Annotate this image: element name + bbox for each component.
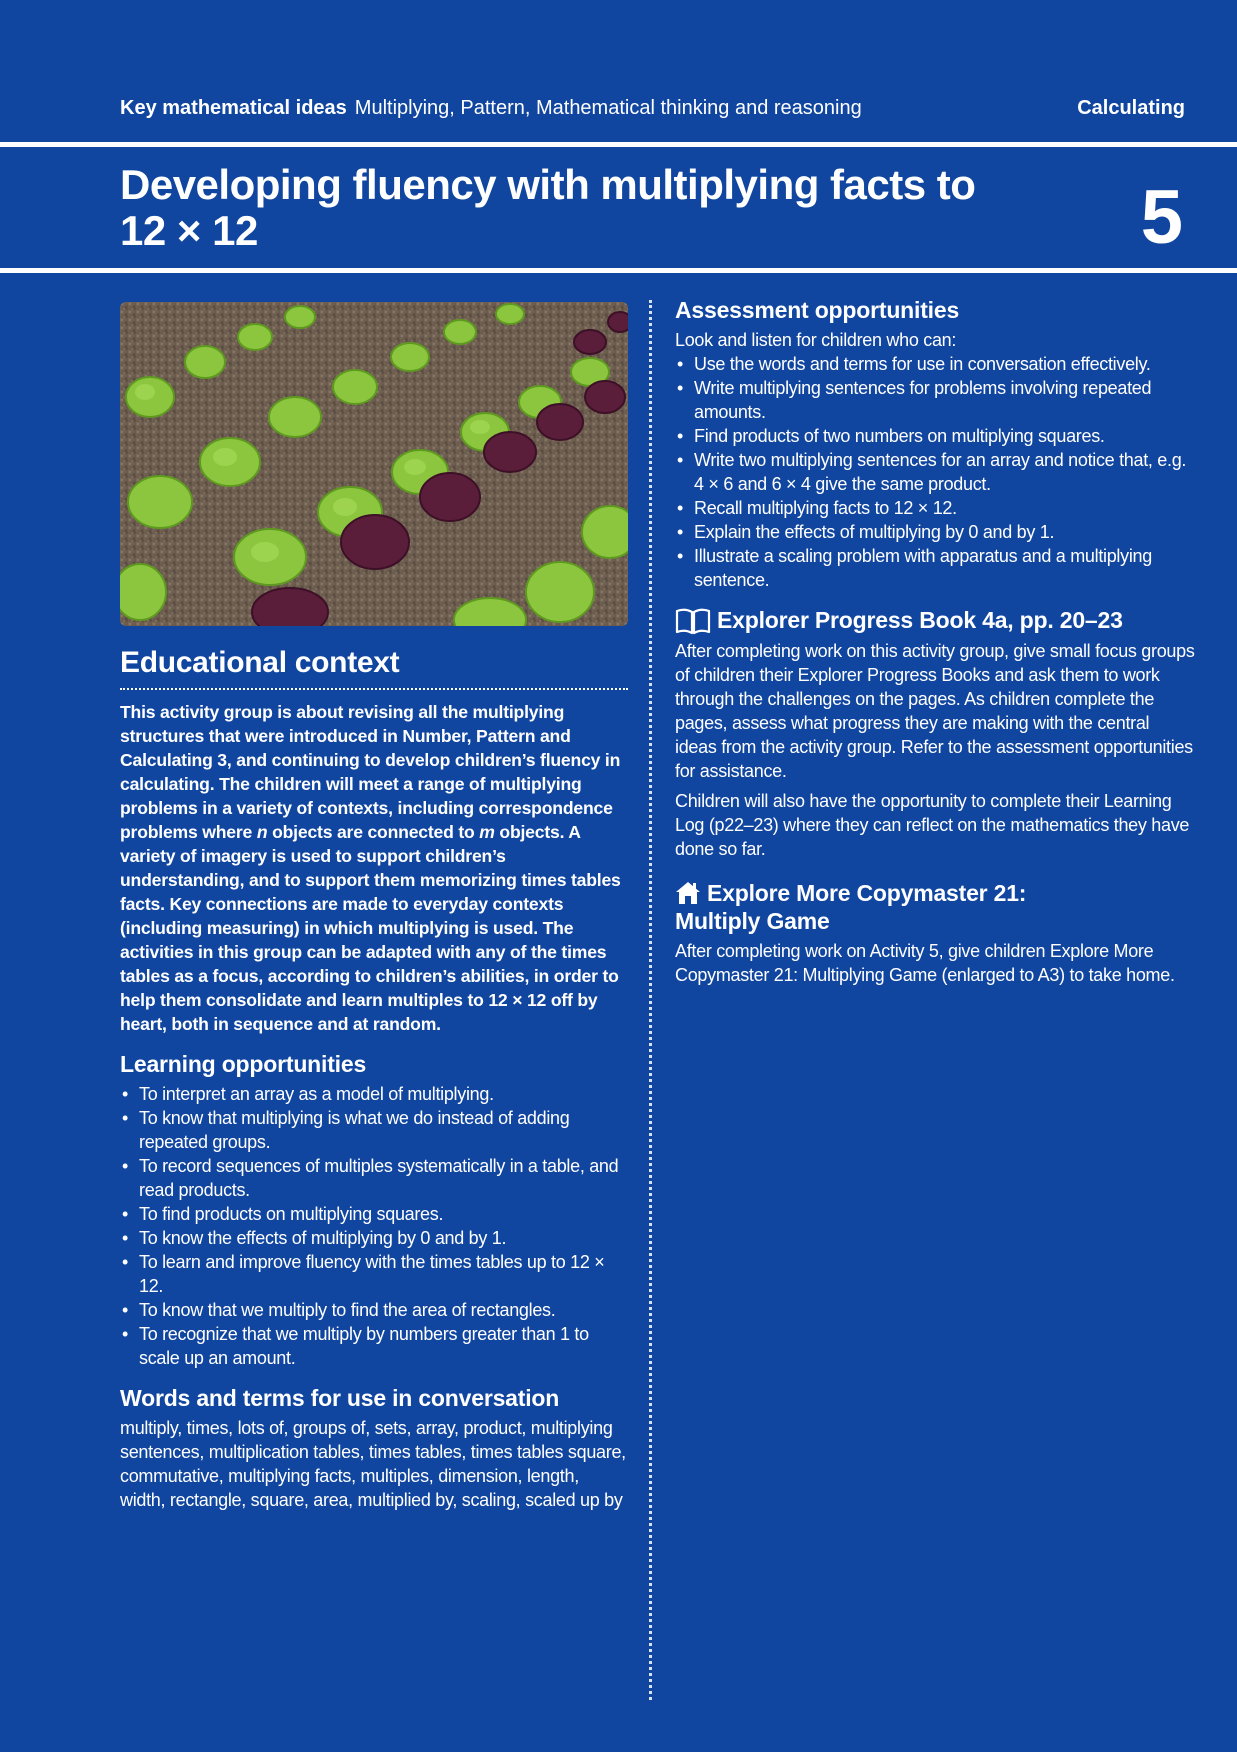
page-title-line-2: 12 × 12 bbox=[120, 207, 258, 254]
explorer-progress-paragraph-2: Children will also have the opportunity to complete their Learning Log (p22–23) where they can reflect on the mathematics they have done so far. bbox=[675, 791, 1190, 859]
page-title-line-1: Developing fluency with multiplying facts to bbox=[120, 161, 976, 208]
context-part-2: objects are connected to bbox=[267, 822, 480, 842]
list-item: • To recognize that we multiply by numbers greater than 1 to scale up an amount. bbox=[120, 1322, 628, 1370]
explore-more-text: After completing work on Activity 5, give children Explore More Copymaster 21: Multiplying Game (enlarged to A3) to take home. bbox=[675, 941, 1175, 985]
right-column bbox=[675, 296, 1195, 987]
explorer-progress-paragraph-1: After completing work on this activity group, give small focus groups of children their Explorer Progress Books and ask them to work through the challenges on the pages. As children complete the pages, assess what progress they are making with the central ideas from the activity group. Refer to the assessment opportunities for assistance. bbox=[675, 641, 1195, 781]
explore-more-heading-line-2: Multiply Game bbox=[675, 908, 830, 934]
header-rule-bottom bbox=[0, 268, 1237, 273]
activity-number: 5 bbox=[1140, 175, 1183, 260]
words-terms-text: multiply, times, lots of, groups of, sets, array, product, multiplying sentences, multiplication tables, times tables, times tables square, commutative, multiplying facts, multiples, dimension, length, width, rectangle, square, area, multiplied by, scaling, scaled up by bbox=[120, 1418, 626, 1510]
explore-more-heading-line-1-wrap bbox=[675, 879, 1195, 907]
educational-context-heading: Educational context bbox=[120, 646, 628, 690]
key-ideas-text: Multiplying, Pattern, Mathematical thinking and reasoning bbox=[354, 97, 862, 119]
list-item: • To learn and improve fluency with the times tables up to 12 × 12. bbox=[120, 1250, 628, 1298]
page-title bbox=[120, 162, 1000, 254]
key-ideas-label: Key mathematical ideas bbox=[120, 97, 347, 119]
context-part-1: This activity group is about revising all the multiplying structures that were introduced in Number, Pattern and Calculating 3, and continuing to develop children’s fluency in calculating. The children will meet a range of multiplying problems in a variety of contexts, including correspondence problems where bbox=[120, 702, 621, 842]
list-item: • To find products on multiplying squares. bbox=[120, 1202, 628, 1226]
list-item: • Write two multiplying sentences for an array and notice that, e.g. 4 × 6 and 6 × 4 give the same product. bbox=[675, 448, 1195, 496]
context-variable-m: m bbox=[479, 822, 495, 842]
key-ideas bbox=[120, 96, 862, 120]
list-item: • Explain the effects of multiplying by 0 and by 1. bbox=[675, 520, 1195, 544]
assessment-heading: Assessment opportunities bbox=[675, 297, 960, 323]
section-label: Calculating bbox=[1077, 97, 1185, 119]
context-variable-n: n bbox=[256, 822, 268, 842]
left-column bbox=[120, 302, 628, 1512]
explore-more-heading-line-1: Explore More Copymaster 21: bbox=[707, 880, 1027, 906]
list-item: • To know that multiplying is what we do instead of adding repeated groups. bbox=[120, 1106, 628, 1154]
explorer-progress-title: Explorer Progress Book 4a, pp. 20–23 bbox=[717, 607, 1123, 633]
explorer-progress-heading bbox=[675, 606, 1195, 635]
lettuce-field-photo bbox=[120, 302, 628, 626]
list-item: • To know the effects of multiplying by 0 and by 1. bbox=[120, 1226, 628, 1250]
learning-opportunities-list bbox=[120, 1082, 628, 1370]
list-item: • Illustrate a scaling problem with apparatus and a multiplying sentence. bbox=[675, 544, 1195, 592]
page-header bbox=[120, 96, 1185, 120]
explore-more-heading bbox=[675, 879, 1195, 935]
words-terms-heading: Words and terms for use in conversation bbox=[120, 1385, 560, 1411]
list-item: • Find products of two numbers on multiplying squares. bbox=[675, 424, 1195, 448]
list-item: • Use the words and terms for use in conversation effectively. bbox=[675, 352, 1195, 376]
context-part-3: objects. A variety of imagery is used to support children’s understanding, and to support them memorizing times tables facts. Key connections are made to everyday contexts (including measuring) in which multiplying is used. The activities in this group can be adapted with any of the times tables as a focus, according to children’s abilities, in order to help them consolidate and learn multiples to 12 × 12 off by heart, both in sequence and at random. bbox=[120, 822, 621, 1034]
assessment-list bbox=[675, 352, 1195, 592]
header-rule-top bbox=[0, 142, 1237, 147]
list-item: • To record sequences of multiples systematically in a table, and read products. bbox=[120, 1154, 628, 1202]
list-item: • To interpret an array as a model of multiplying. bbox=[120, 1082, 628, 1106]
learning-opportunities-heading: Learning opportunities bbox=[120, 1051, 367, 1077]
assessment-intro: Look and listen for children who can: bbox=[675, 330, 957, 350]
column-divider bbox=[649, 300, 652, 1700]
list-item: • Recall multiplying facts to 12 × 12. bbox=[675, 496, 1195, 520]
list-item: • Write multiplying sentences for problems involving repeated amounts. bbox=[675, 376, 1195, 424]
book-icon bbox=[675, 607, 711, 635]
home-icon bbox=[675, 880, 701, 906]
educational-context-text bbox=[120, 700, 628, 1036]
list-item: • To know that we multiply to find the area of rectangles. bbox=[120, 1298, 628, 1322]
